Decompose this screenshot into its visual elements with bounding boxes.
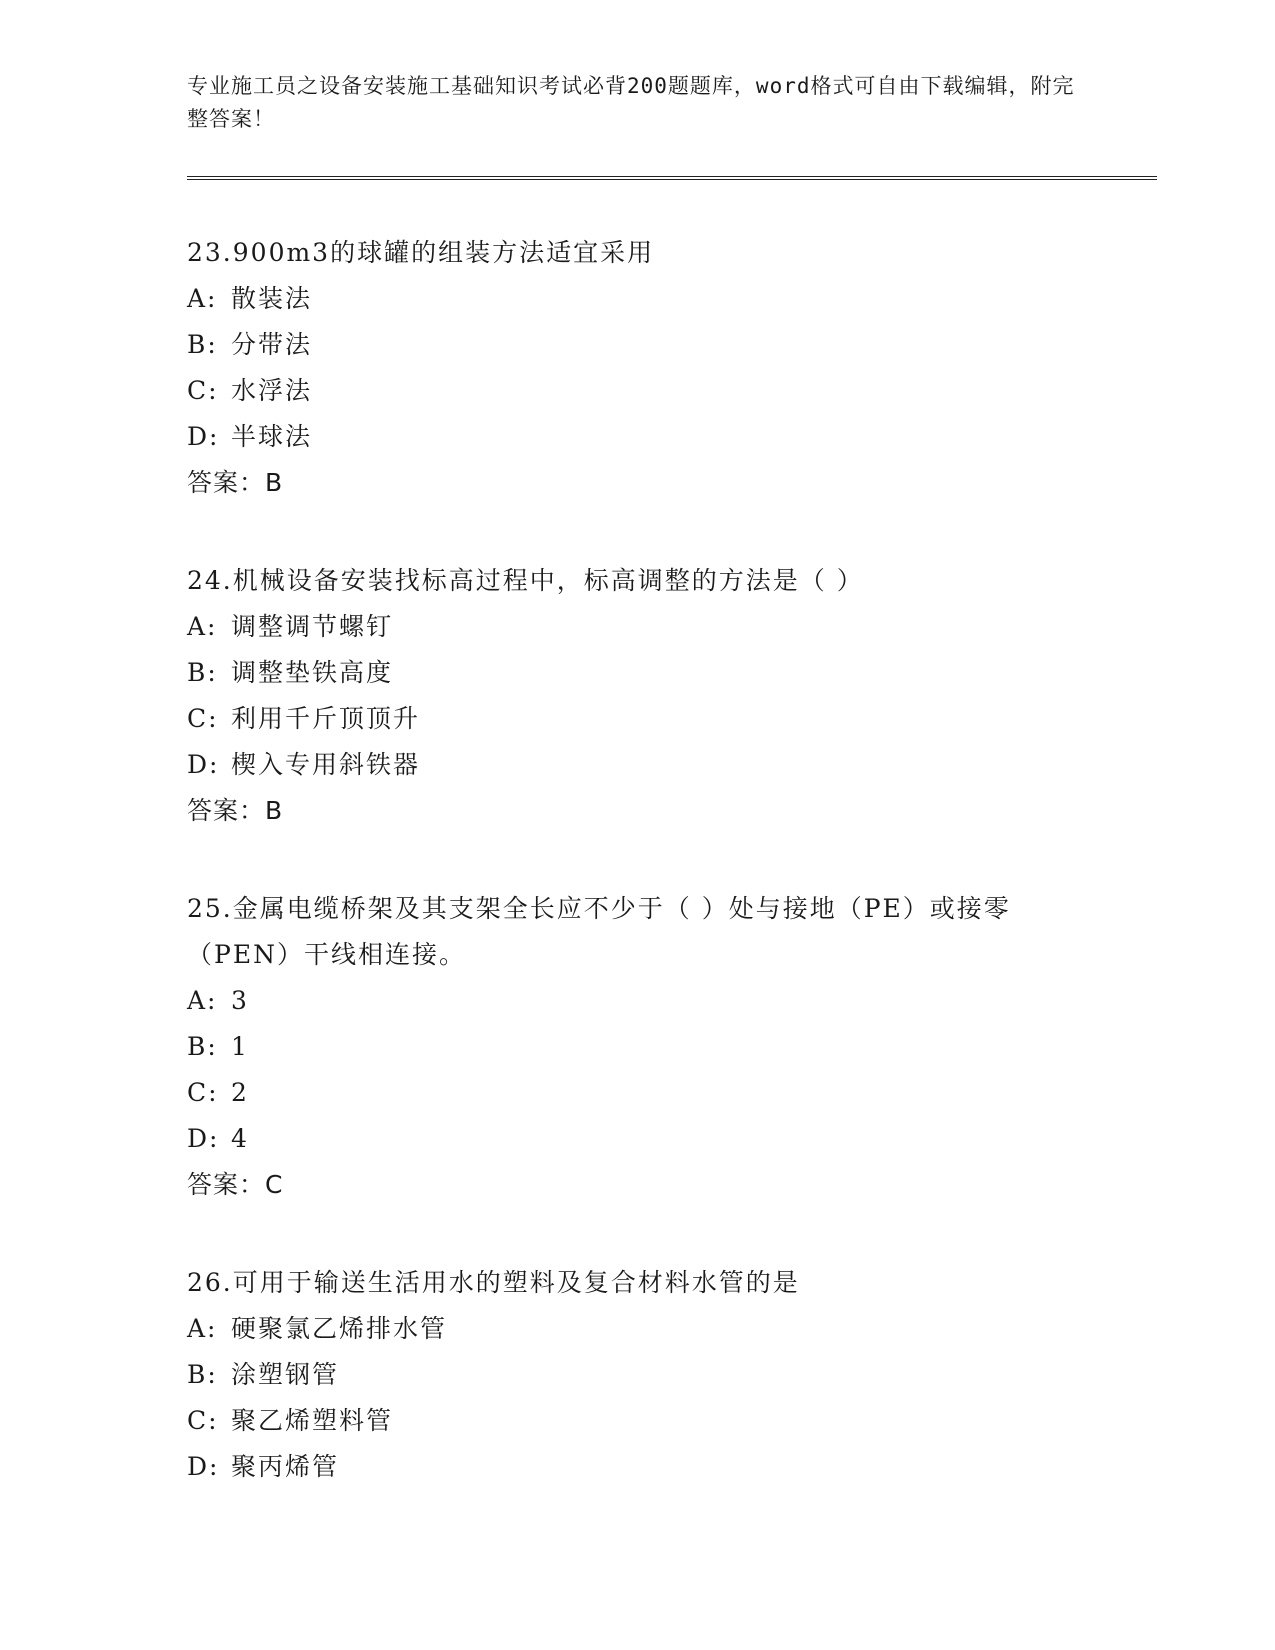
option-letter: A:	[187, 612, 218, 641]
option-letter: B:	[187, 658, 218, 687]
option-d	[187, 1116, 1157, 1162]
option-b	[187, 1024, 1157, 1070]
option-letter: D:	[187, 422, 220, 451]
option-letter: C:	[187, 1078, 219, 1107]
option-a	[187, 276, 1157, 322]
option-text: 水浮法	[231, 376, 313, 405]
option-c	[187, 1398, 1157, 1444]
option-text: 涂塑钢管	[231, 1360, 340, 1389]
option-b	[187, 1352, 1157, 1398]
option-text: 硬聚氯乙烯排水管	[231, 1314, 448, 1343]
question-stem: 26.可用于输送生活用水的塑料及复合材料水管的是	[187, 1268, 800, 1297]
option-text: 聚丙烯管	[231, 1452, 340, 1481]
question-26	[187, 1260, 1157, 1490]
option-a	[187, 1306, 1157, 1352]
question-list	[187, 230, 1157, 1490]
option-c	[187, 368, 1157, 414]
option-d	[187, 742, 1157, 788]
option-text: 1	[231, 1032, 249, 1061]
answer-line: 答案：C	[187, 1170, 284, 1199]
option-letter: D:	[187, 750, 220, 779]
document-header: 专业施工员之设备安装施工基础知识考试必背200题题库，word格式可自由下载编辑，附完整答案！	[187, 74, 1075, 131]
option-letter: A:	[187, 1314, 218, 1343]
option-text: 楔入专用斜铁器	[231, 750, 421, 779]
option-b	[187, 650, 1157, 696]
answer-line: 答案：B	[187, 796, 284, 825]
option-letter: C:	[187, 376, 219, 405]
option-text: 4	[231, 1124, 249, 1153]
header-divider	[187, 176, 1157, 180]
option-letter: A:	[187, 284, 218, 313]
option-text: 调整垫铁高度	[231, 658, 394, 687]
option-a	[187, 604, 1157, 650]
option-letter: C:	[187, 1406, 219, 1435]
option-letter: D:	[187, 1124, 220, 1153]
question-stem: 24.机械设备安装找标高过程中，标高调整的方法是（ ）	[187, 566, 864, 595]
question-25	[187, 886, 1157, 1208]
option-text: 聚乙烯塑料管	[231, 1406, 394, 1435]
option-text: 3	[231, 986, 249, 1015]
option-text: 分带法	[231, 330, 313, 359]
option-a	[187, 978, 1157, 1024]
question-23	[187, 230, 1157, 506]
question-stem: 23.900m3的球罐的组装方法适宜采用	[187, 238, 655, 267]
option-c	[187, 1070, 1157, 1116]
option-letter: B:	[187, 1032, 218, 1061]
option-b	[187, 322, 1157, 368]
option-letter: D:	[187, 1452, 220, 1481]
document-page	[187, 70, 1157, 1542]
option-letter: C:	[187, 704, 219, 733]
option-text: 调整调节螺钉	[231, 612, 394, 641]
question-stem: 25.金属电缆桥架及其支架全长应不少于（ ）处与接地（PE）或接零（PEN）干线相连接。	[187, 894, 1011, 969]
option-d	[187, 1444, 1157, 1490]
option-text: 2	[231, 1078, 249, 1107]
answer-line: 答案：B	[187, 468, 284, 497]
option-d	[187, 414, 1157, 460]
question-24	[187, 558, 1157, 834]
option-text: 半球法	[231, 422, 313, 451]
option-letter: B:	[187, 1360, 218, 1389]
option-letter: A:	[187, 986, 218, 1015]
option-letter: B:	[187, 330, 218, 359]
option-c	[187, 696, 1157, 742]
option-text: 利用千斤顶顶升	[231, 704, 421, 733]
option-text: 散装法	[231, 284, 313, 313]
